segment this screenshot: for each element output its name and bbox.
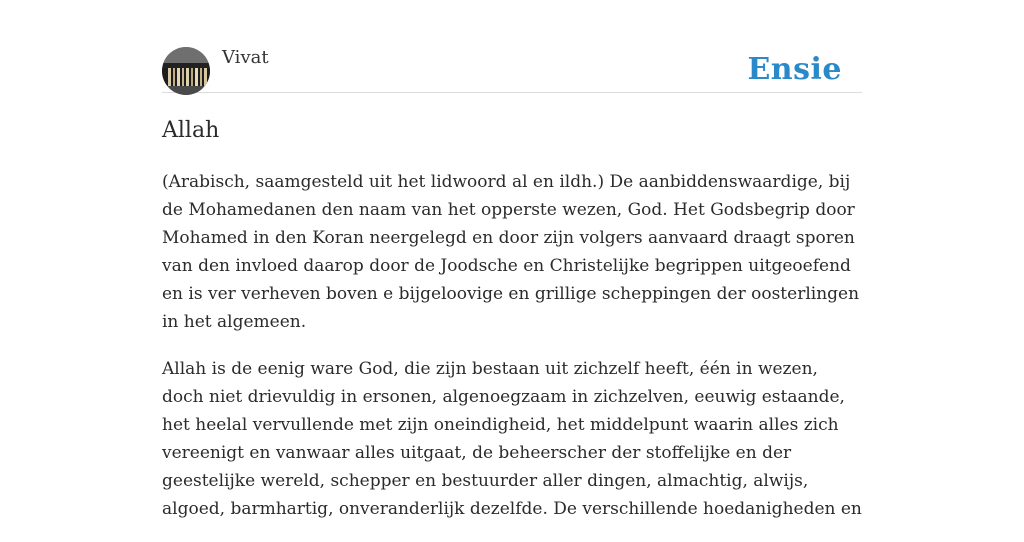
article-title: Allah bbox=[162, 118, 220, 143]
paragraph: Allah is de eenig ware God, die zijn bestaan uit zichzelf heeft, één in wezen, doch niet drievuldig in ersonen, algenoegzaam in zichzelven, eeuwig estaande, het heelal vervullende met zijn oneindigheid, het middelpunt waarin alles zich vereenigt en vanwaar alles uitgaat, de beheerscher der stoffelijke en der geestelijke wereld, schepper en bestuurder aller dingen, almachtig, alwijs, algoed, barmhartig, onveranderlijk dezelfde. De verschillende hoedanigheden en bbox=[162, 359, 862, 519]
header bbox=[162, 46, 862, 93]
brand-logo[interactable]: Ensie bbox=[747, 52, 842, 87]
article-body bbox=[162, 168, 862, 542]
paragraph: (Arabisch, saamgesteld uit het lidwoord al en ildh.) De aanbiddenswaardige, bij de Mohamedanen den naam van het opperste wezen, God. Het Godsbegrip door Mohamed in den Koran neergelegd en door zijn volgers aanvaard draagt sporen van den invloed daarop door de Joodsche en Christelijke begrippen uitgeoefend en is ver verheven boven e bijgeloovige en grillige scheppingen der oosterlingen in het algemeen. bbox=[162, 172, 860, 332]
source-name[interactable]: Vivat bbox=[222, 47, 269, 68]
book-spines-icon[interactable] bbox=[162, 47, 210, 95]
